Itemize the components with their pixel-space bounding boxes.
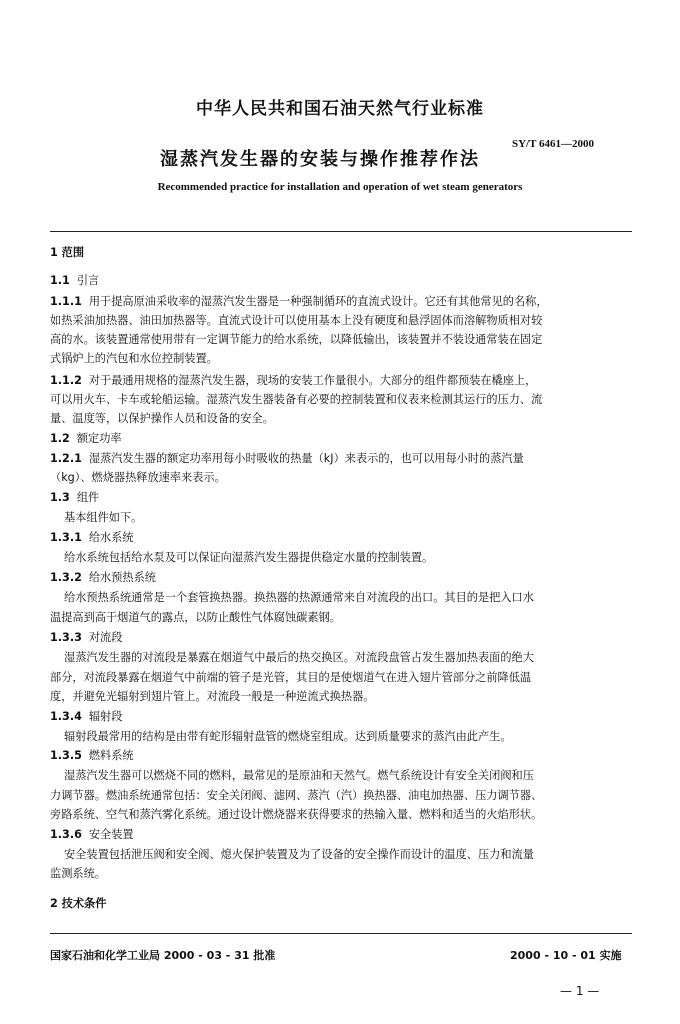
section-1-heading: 1 范围 xyxy=(50,246,85,259)
para-1-3-2-line-2: 温提高到高于烟道气的露点，以防止酸性气体腐蚀碳素钢。 xyxy=(50,611,341,624)
standard-code: SY/T 6461—2000 xyxy=(512,138,595,150)
para-1-3-1-line-1: 给水系统包括给水泵及可以保证向湿蒸汽发生器提供稳定水量的控制装置。 xyxy=(64,551,434,564)
para-1-3-5-line-3: 旁路系统、空气和蒸汽雾化系统。通过设计燃烧器来获得要求的热输入量、燃料和适当的火焰形状。 xyxy=(50,808,543,821)
para-1-1-1-line-3: 高的水。该装置通常使用带有一定调节能力的给水系统，以降低输出，该装置并不装设通常装在固定 xyxy=(50,333,543,346)
effective-date: 2000 - 10 - 01 实施 xyxy=(510,949,622,962)
header-divider xyxy=(50,231,632,232)
document-title: 湿蒸汽发生器的安装与操作推荐作法 xyxy=(160,149,480,170)
section-1-1-heading: 1.1 引言 xyxy=(50,274,100,287)
para-1-1-1-line-2: 如热采油加热器、油田加热器等。直流式设计可以使用基本上没有硬度和悬浮固体而溶解物质相对较 xyxy=(50,314,543,327)
para-1-3-5-line-1: 湿蒸汽发生器可以燃烧不同的燃料，最常见的是原油和天然气。燃气系统设计有安全关闭阀和压 xyxy=(64,769,534,782)
section-1-3-6-heading: 1.3.6 安全装置 xyxy=(50,828,134,841)
para-1-2-1-line-1: 1.2.1 湿蒸汽发生器的额定功率用每小时吸收的热量（kJ）来表示的，也可以用每小时的蒸汽量 xyxy=(50,452,524,465)
para-1-3-3-line-2: 部分，对流段暴露在烟道气中前端的管子是光管，其目的是使烟道气在进入翅片管部分之前降低温 xyxy=(50,671,532,684)
section-1-3-heading: 1.3 组件 xyxy=(50,491,100,504)
standard-category-title: 中华人民共和国石油天然气行业标准 xyxy=(196,99,484,119)
section-1-3-1-heading: 1.3.1 给水系统 xyxy=(50,531,134,544)
section-1-3-3-heading: 1.3.3 对流段 xyxy=(50,631,123,644)
para-1-2-1-line-2: （kg）、燃烧器热释放速率来表示。 xyxy=(50,471,226,484)
para-1-3-3-line-1: 湿蒸汽发生器的对流段是暴露在烟道气中最后的热交换区。对流段盘管占发生器加热表面的绝大 xyxy=(64,651,534,664)
section-1-3-intro: 基本组件如下。 xyxy=(64,511,143,524)
para-1-3-4-line-1: 辐射段最常用的结构是由带有蛇形辐射盘管的燃烧室组成。达到质量要求的蒸汽由此产生。 xyxy=(64,730,512,743)
para-1-1-2-line-3: 量、温度等，以保护操作人员和设备的安全。 xyxy=(50,412,274,425)
section-2-heading: 2 技术条件 xyxy=(50,897,107,910)
para-1-3-5-line-2: 力调节器。燃油系统通常包括：安全关闭阀、滤网、蒸汽（汽）换热器、油电加热器、压力调节器、 xyxy=(50,789,543,802)
footer-divider xyxy=(50,933,632,934)
para-1-3-2-line-1: 给水预热系统通常是一个套管换热器。换热器的热源通常来自对流段的出口。其目的是把入口水 xyxy=(64,591,534,604)
para-1-3-6-line-1: 安全装置包括泄压阀和安全阀、熄火保护装置及为了设备的安全操作而设计的温度、压力和流量 xyxy=(64,848,534,861)
para-1-1-2-line-2: 可以用火车、卡车或轮船运输。湿蒸汽发生器装备有必要的控制装置和仪表来检测其运行的压力、流 xyxy=(50,393,543,406)
para-1-3-3-line-3: 度，并避免光辐射到翅片管上。对流段一般是一种逆流式换热器。 xyxy=(50,690,375,703)
english-title: Recommended practice for installation and operation of wet steam generators xyxy=(157,181,523,193)
section-1-2-heading: 1.2 额定功率 xyxy=(50,432,122,445)
para-1-1-1-line-4: 式锅炉上的汽包和水位控制装置。 xyxy=(50,352,218,365)
page-number: — 1 — xyxy=(560,984,600,998)
section-1-3-5-heading: 1.3.5 燃料系统 xyxy=(50,749,134,762)
approval-date: 国家石油和化学工业局 2000 - 03 - 31 批准 xyxy=(50,949,276,962)
para-1-1-1-line-1: 1.1.1 用于提高原油采收率的湿蒸汽发生器是一种强制循环的直流式设计。它还有其他常见的名称， xyxy=(50,295,548,308)
section-1-3-4-heading: 1.3.4 辐射段 xyxy=(50,710,123,723)
para-1-3-6-line-2: 监测系统。 xyxy=(50,867,106,880)
section-1-3-2-heading: 1.3.2 给水预热系统 xyxy=(50,571,156,584)
para-1-1-2-line-1: 1.1.2 对于最通用规格的湿蒸汽发生器，现场的安装工作量很小。大部分的组件都预装在橇座上， xyxy=(50,374,537,387)
